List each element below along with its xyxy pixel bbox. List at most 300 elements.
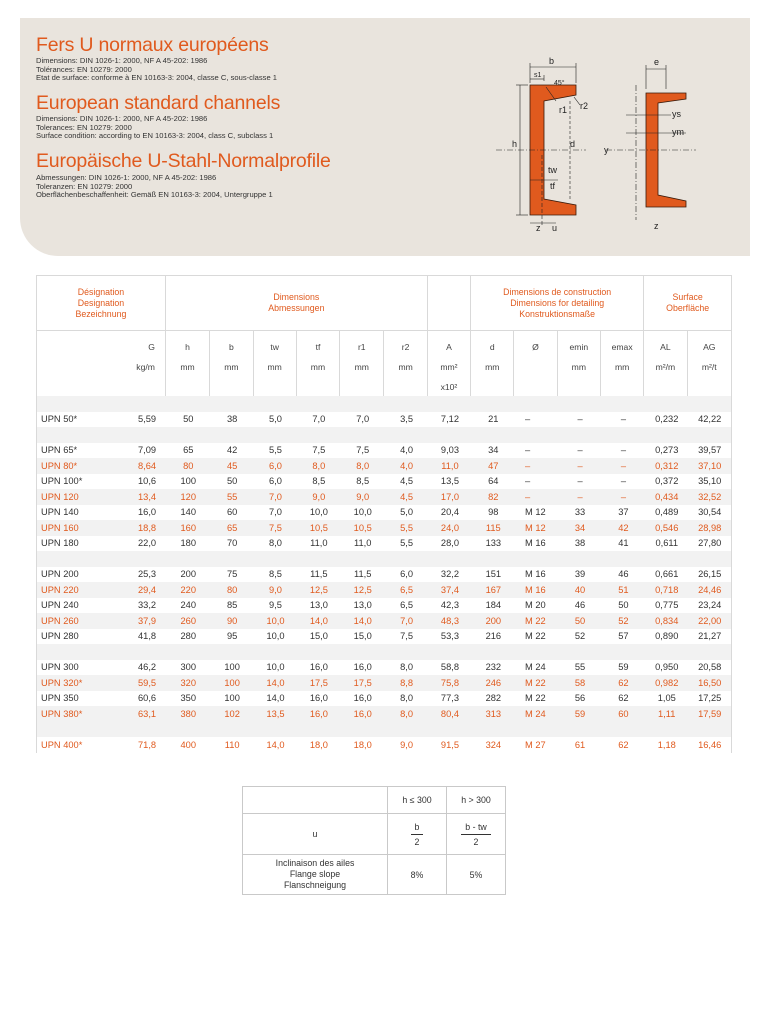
value-cell: 102 (210, 706, 253, 722)
slope-label (243, 855, 388, 895)
value-cell: 3,5 (385, 412, 428, 428)
value-cell: 240 (166, 598, 210, 614)
value-cell: 48,3 (428, 613, 471, 629)
symbol-text: emin (569, 342, 589, 352)
value-cell: 14,0 (254, 691, 297, 707)
value-cell: 0,661 (645, 567, 688, 583)
value-cell: 167 (472, 582, 515, 598)
value-cell: 0,372 (645, 474, 688, 490)
symbol-text: emax (611, 342, 633, 352)
value-cell: 16,0 (297, 660, 340, 676)
value-cell: 25,3 (120, 567, 166, 583)
group-construction-line: Dimensions for detailing (510, 297, 605, 308)
value-cell: 34 (472, 443, 515, 459)
label-z: z (536, 223, 541, 233)
value-cell: 33,2 (120, 598, 166, 614)
table-row (37, 737, 731, 753)
value-cell: 100 (166, 474, 210, 490)
value-cell: – (558, 474, 601, 490)
small-header-blank (243, 787, 388, 814)
value-cell: – (602, 412, 645, 428)
value-cell: 47 (472, 458, 515, 474)
unit-text: mm (224, 362, 239, 372)
u-formula-1 (388, 814, 447, 855)
value-cell: 5,5 (385, 520, 428, 536)
value-cell: 8,8 (385, 675, 428, 691)
value-cell: 20,58 (688, 660, 731, 676)
value-cell: 22,0 (120, 536, 166, 552)
value-cell: 41 (602, 536, 645, 552)
value-cell: 9,5 (254, 598, 297, 614)
value-cell: 62 (602, 737, 645, 753)
value-cell: 16,0 (297, 706, 340, 722)
value-cell: 59 (602, 660, 645, 676)
value-cell: 5,5 (254, 443, 297, 459)
value-cell: 60 (210, 505, 253, 521)
group-surface-line: Oberfläche (666, 303, 710, 313)
value-cell: 13,0 (341, 598, 385, 614)
label-ym: ym (672, 127, 684, 137)
symbol-text: Ø (532, 342, 539, 352)
value-cell: 0,273 (645, 443, 688, 459)
value-cell: 23,24 (688, 598, 731, 614)
value-cell: 46 (558, 598, 601, 614)
unit-text: mm (310, 362, 326, 372)
table-row (37, 598, 731, 614)
value-cell: 0,312 (645, 458, 688, 474)
subtitle-en (36, 115, 273, 141)
label-d: d (570, 139, 576, 149)
value-cell: 63,1 (120, 706, 166, 722)
value-cell: – (602, 443, 645, 459)
value-cell: 51 (602, 582, 645, 598)
value-cell: 140 (166, 505, 210, 521)
value-cell: 33 (558, 505, 601, 521)
value-cell: 85 (210, 598, 253, 614)
symbol-text: b (228, 342, 234, 352)
upn-data-table (37, 396, 731, 753)
value-cell: 34 (558, 520, 601, 536)
value-cell: 40 (558, 582, 601, 598)
table-row (37, 489, 731, 505)
symbol-cell-2 (210, 331, 253, 398)
value-cell: 14,0 (341, 613, 385, 629)
small-header-row (243, 787, 506, 814)
value-cell: 11,5 (341, 567, 385, 583)
designation-cell: UPN 320* (37, 675, 120, 691)
value-cell: 17,5 (297, 675, 340, 691)
designation-cell: UPN 280 (37, 629, 120, 645)
group-surface (644, 276, 732, 331)
value-cell: 7,0 (297, 412, 340, 428)
value-cell: 10,0 (254, 613, 297, 629)
table-row (37, 706, 731, 722)
value-cell: 232 (472, 660, 515, 676)
value-cell: 8,5 (297, 474, 340, 490)
value-cell: 16,50 (688, 675, 731, 691)
value-cell: M 22 (515, 629, 558, 645)
label-z2: z (654, 221, 659, 231)
value-cell: 65 (166, 443, 210, 459)
value-cell: 0,775 (645, 598, 688, 614)
value-cell: 57 (602, 629, 645, 645)
label-e: e (654, 57, 660, 67)
value-cell: 7,5 (385, 629, 428, 645)
value-cell: 42,22 (688, 412, 731, 428)
label-angle: 45° (554, 80, 565, 87)
value-cell: 8,5 (254, 567, 297, 583)
label-u: u (552, 223, 558, 233)
designation-cell: UPN 220 (37, 582, 120, 598)
value-cell: 46 (602, 567, 645, 583)
slope-label-line: Flanschneigung (283, 880, 347, 890)
slope-label-line: Flange slope (289, 869, 341, 879)
value-cell: 18,8 (120, 520, 166, 536)
table-row (37, 582, 731, 598)
value-cell: 42,3 (428, 598, 471, 614)
value-cell: 70 (210, 536, 253, 552)
value-cell: M 20 (515, 598, 558, 614)
value-cell: 100 (210, 675, 253, 691)
value-cell: 50 (602, 598, 645, 614)
value-cell: 6,0 (254, 458, 297, 474)
value-cell: 4,0 (385, 443, 428, 459)
value-cell: M 27 (515, 737, 558, 753)
unit-text: mm (180, 362, 195, 372)
value-cell: 0,950 (645, 660, 688, 676)
value-cell: – (515, 412, 558, 428)
value-cell: 151 (472, 567, 515, 583)
value-cell: 13,5 (428, 474, 471, 490)
value-cell: 6,0 (385, 567, 428, 583)
group-designation-line: Designation (77, 297, 125, 308)
value-cell: 5,5 (385, 536, 428, 552)
slope-label-line: Inclinaison des ailes (275, 858, 355, 868)
value-cell: M 16 (515, 582, 558, 598)
value-cell: 8,0 (385, 706, 428, 722)
value-cell: 64 (472, 474, 515, 490)
value-cell: 37 (602, 505, 645, 521)
table-row (37, 458, 731, 474)
label-ys: ys (672, 109, 681, 119)
symbol-cell-7 (427, 331, 470, 398)
value-cell: 80,4 (428, 706, 471, 722)
value-cell: – (558, 489, 601, 505)
value-cell: 9,03 (428, 443, 471, 459)
value-cell: 0,890 (645, 629, 688, 645)
value-cell: 28,98 (688, 520, 731, 536)
value-cell: 5,59 (120, 412, 166, 428)
value-cell: 5,0 (254, 412, 297, 428)
table-row (37, 629, 731, 645)
symbol-row (37, 331, 732, 398)
u1-numerator: b (411, 820, 424, 835)
value-cell: 77,3 (428, 691, 471, 707)
value-cell: 8,0 (297, 458, 340, 474)
symbol-cell-10 (557, 331, 600, 398)
value-cell: 324 (472, 737, 515, 753)
value-cell: – (602, 458, 645, 474)
value-cell: 4,0 (385, 458, 428, 474)
table-row (37, 536, 731, 552)
designation-cell: UPN 400* (37, 737, 120, 753)
value-cell: 280 (166, 629, 210, 645)
value-cell: 61 (558, 737, 601, 753)
value-cell: 13,5 (254, 706, 297, 722)
designation-cell: UPN 260 (37, 613, 120, 629)
value-cell: 46,2 (120, 660, 166, 676)
value-cell: 6,5 (385, 582, 428, 598)
symbol-cell-5 (340, 331, 384, 398)
value-cell: 0,232 (645, 412, 688, 428)
value-cell: 75 (210, 567, 253, 583)
unit-text: mm (614, 362, 630, 372)
value-cell: 8,0 (254, 536, 297, 552)
value-cell: 80 (166, 458, 210, 474)
table-gap-row (37, 722, 731, 738)
table-row (37, 567, 731, 583)
value-cell: M 16 (515, 536, 558, 552)
value-cell: 24,46 (688, 582, 731, 598)
label-tf: tf (550, 181, 556, 191)
value-cell: 55 (210, 489, 253, 505)
value-cell: 7,5 (341, 443, 385, 459)
symbol-text: tw (270, 342, 279, 352)
value-cell: 300 (166, 660, 210, 676)
value-cell: 95 (210, 629, 253, 645)
value-cell: 62 (602, 691, 645, 707)
value-cell: 50 (166, 412, 210, 428)
table-row (37, 660, 731, 676)
value-cell: 1,11 (645, 706, 688, 722)
value-cell: 38 (210, 412, 253, 428)
value-cell: 29,4 (120, 582, 166, 598)
value-cell: 100 (210, 691, 253, 707)
value-cell: 45 (210, 458, 253, 474)
symbol-cell-12 (644, 331, 687, 398)
value-cell: 184 (472, 598, 515, 614)
subtitle-fr (36, 57, 277, 83)
value-cell: 18,0 (297, 737, 340, 753)
table-gap-row (37, 551, 731, 567)
symbol-cell-9 (514, 331, 557, 398)
value-cell: 220 (166, 582, 210, 598)
group-designation-line: Bezeichnung (75, 308, 127, 319)
value-cell: 24,0 (428, 520, 471, 536)
value-cell: 16,0 (341, 706, 385, 722)
u2-numerator: b - tw (461, 820, 491, 835)
symbol-cell-13 (687, 331, 731, 398)
value-cell: – (515, 474, 558, 490)
subtitle-en-line: Tolerances: EN 10279: 2000 (36, 122, 132, 132)
value-cell: 16,0 (297, 691, 340, 707)
subtitle-fr-line: Tolérances: EN 10279: 2000 (36, 64, 132, 74)
subtitle-de-line: Oberflächenbeschaffenheit: Gemäß EN 10163-3: 2004, Untergruppe 1 (36, 190, 273, 200)
value-cell: M 22 (515, 691, 558, 707)
unit-text: mm² (440, 362, 458, 372)
table-gap-row (37, 644, 731, 660)
value-cell: 100 (210, 660, 253, 676)
unit-text: m²/t (701, 362, 717, 372)
value-cell: 58 (558, 675, 601, 691)
value-cell: – (558, 458, 601, 474)
value-cell: 21 (472, 412, 515, 428)
symbol-text: tf (315, 342, 321, 352)
value-cell: 39 (558, 567, 601, 583)
value-cell: 350 (166, 691, 210, 707)
value-cell: 10,0 (297, 505, 340, 521)
value-cell: 115 (472, 520, 515, 536)
value-cell: 17,5 (341, 675, 385, 691)
designation-cell: UPN 200 (37, 567, 120, 583)
value-cell: 9,0 (254, 582, 297, 598)
value-cell: 52 (558, 629, 601, 645)
value-cell: 60,6 (120, 691, 166, 707)
symbol-cell-4 (296, 331, 339, 398)
value-cell: 10,6 (120, 474, 166, 490)
channel-profile-diagram (486, 55, 726, 235)
value-cell: M 22 (515, 613, 558, 629)
value-cell: 120 (166, 489, 210, 505)
unit-text: mm (571, 362, 586, 372)
designation-cell: UPN 100* (37, 474, 120, 490)
value-cell: 12,5 (297, 582, 340, 598)
value-cell: 98 (472, 505, 515, 521)
value-cell: 15,0 (341, 629, 385, 645)
subtitle-fr-line: Etat de surface: conforme à EN 10163-3: 2004, classe C, sous-classe 1 (36, 73, 278, 83)
value-cell: 37,9 (120, 613, 166, 629)
value-cell: 71,8 (120, 737, 166, 753)
value-cell: 0,718 (645, 582, 688, 598)
value-cell: 59 (558, 706, 601, 722)
value-cell: 15,0 (297, 629, 340, 645)
value-cell: 38 (558, 536, 601, 552)
value-cell: 8,0 (385, 691, 428, 707)
symbol-text: d (489, 342, 495, 352)
small-header-h-gt-300: h > 300 (447, 787, 506, 814)
value-cell: 37,10 (688, 458, 731, 474)
value-cell: 7,0 (341, 412, 385, 428)
value-cell: 16,0 (341, 660, 385, 676)
upn-dimensions-table (36, 275, 732, 398)
value-cell: – (602, 474, 645, 490)
value-cell: 55 (558, 660, 601, 676)
symbol-text: h (185, 342, 190, 352)
group-dimensions-line: Dimensions (273, 292, 320, 302)
value-cell: 14,0 (297, 613, 340, 629)
value-cell: 60 (602, 706, 645, 722)
subtitle-de (36, 174, 273, 200)
value-cell: 17,25 (688, 691, 731, 707)
value-cell: 8,0 (385, 660, 428, 676)
value-cell: 16,0 (341, 691, 385, 707)
value-cell: – (558, 443, 601, 459)
symbol-text: r1 (357, 342, 366, 352)
gap-cell (37, 722, 731, 738)
designation-cell: UPN 50* (37, 412, 120, 428)
value-cell: 7,0 (254, 489, 297, 505)
value-cell: 32,52 (688, 489, 731, 505)
value-cell: 75,8 (428, 675, 471, 691)
value-cell: M 24 (515, 706, 558, 722)
value-cell: M 24 (515, 660, 558, 676)
value-cell: 5,0 (385, 505, 428, 521)
group-construction (471, 276, 644, 331)
value-cell: 9,0 (385, 737, 428, 753)
value-cell: 11,0 (297, 536, 340, 552)
symbol-cell-G (37, 331, 166, 398)
unit-text: mm (398, 362, 413, 372)
table-body-wrap (36, 396, 732, 753)
value-cell: 41,8 (120, 629, 166, 645)
value-cell: 246 (472, 675, 515, 691)
value-cell: 216 (472, 629, 515, 645)
value-cell: 313 (472, 706, 515, 722)
value-cell: 37,4 (428, 582, 471, 598)
value-cell: 20,4 (428, 505, 471, 521)
value-cell: 13,4 (120, 489, 166, 505)
value-cell: 82 (472, 489, 515, 505)
symbol-text: AL (660, 342, 671, 352)
value-cell: 26,15 (688, 567, 731, 583)
value-cell: 12,5 (341, 582, 385, 598)
value-cell: 7,5 (254, 520, 297, 536)
value-cell: 10,5 (341, 520, 385, 536)
designation-cell: UPN 380* (37, 706, 120, 722)
value-cell: 1,18 (645, 737, 688, 753)
value-cell: 16,0 (120, 505, 166, 521)
title-fr: Fers U normaux européens (36, 34, 269, 56)
label-r1: r1 (559, 105, 568, 115)
value-cell: 0,489 (645, 505, 688, 521)
table-row (37, 412, 731, 428)
value-cell: 10,0 (254, 629, 297, 645)
value-cell: 200 (472, 613, 515, 629)
small-header-h-le-300: h ≤ 300 (388, 787, 447, 814)
label-y: y (604, 145, 609, 155)
unit-text: m²/m (655, 362, 676, 372)
table-row (37, 675, 731, 691)
label-tw: tw (548, 165, 557, 175)
value-cell: M 16 (515, 567, 558, 583)
table-row (37, 691, 731, 707)
value-cell: M 12 (515, 520, 558, 536)
value-cell: 110 (210, 737, 253, 753)
value-cell: 133 (472, 536, 515, 552)
designation-cell: UPN 160 (37, 520, 120, 536)
value-cell: 4,5 (385, 474, 428, 490)
group-designation (37, 276, 166, 331)
value-cell: 11,0 (428, 458, 471, 474)
label-s1: s1 (534, 72, 542, 79)
symbol-text: G (148, 342, 155, 352)
value-cell: 180 (166, 536, 210, 552)
u-label: u (243, 814, 388, 855)
value-cell: M 22 (515, 675, 558, 691)
value-cell: 56 (558, 691, 601, 707)
gap-cell (37, 396, 731, 412)
value-cell: – (602, 489, 645, 505)
subtitle-de-line: Abmessungen: DIN 1026-1: 2000, NF A 45-202: 1986 (36, 173, 217, 182)
value-cell: – (515, 443, 558, 459)
table-gap-row (37, 396, 731, 412)
value-cell: 4,5 (385, 489, 428, 505)
value-cell: 7,5 (297, 443, 340, 459)
group-blank (427, 276, 470, 331)
value-cell: 10,0 (341, 505, 385, 521)
value-cell: – (558, 412, 601, 428)
symbol-text: r2 (401, 342, 410, 352)
